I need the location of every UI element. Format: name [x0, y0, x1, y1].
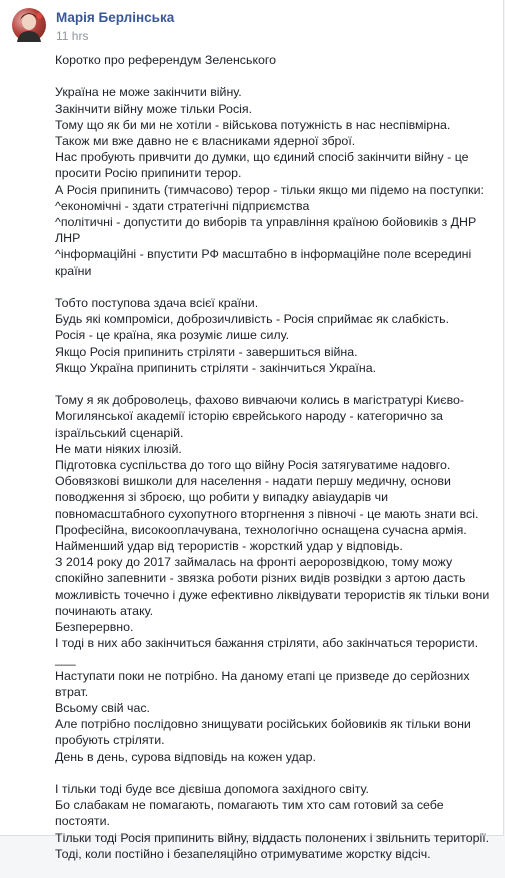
post-text-line: ^політичні - допустити до виборів та управління країною бойовиків з ДНР ЛНР — [55, 215, 477, 246]
post-paragraph — [55, 84, 495, 278]
post-text-line: Обовязкові вишколи для населення - надати першу медичну, основи поводження зі зброєю, що робити у випадку авіаударів чи повномасштабного сухопутного вторгнення з півночі - це мають знати всі. — [55, 474, 479, 521]
post-text — [55, 52, 495, 878]
post-text-line: Але потрібно послідовно знищувати російських бойовиків як тільки вони пробують стріляти. — [55, 717, 471, 748]
post-text-line: Бо слабакам не помагають, помагають тим хто сам готовий за себе постояти. — [55, 798, 444, 829]
avatar[interactable] — [12, 8, 46, 42]
post-text-line: Найменший удар від терористів - жорсткий удар у відповідь. — [55, 539, 403, 554]
post-text-line: Закінчити війну може тільки Росія. — [55, 101, 253, 116]
post-text-line: Професійна, високооплачувана, технологічно оснащена сучасна армія. — [55, 522, 467, 537]
post-text-line: Росія - це країна, яка розуміє лише силу. — [55, 328, 290, 343]
post-text-line: Якщо Росія припинить стріляти - завершиться війна. — [55, 344, 358, 359]
post-text-line: ___ — [55, 652, 76, 667]
post-text-line: Безперервно. — [55, 620, 134, 635]
post-text-line: Коротко про референдум Зеленського — [55, 53, 277, 67]
post-text-line: І тоді в них або закінчиться бажання стріляти, або закінчаться терористи. — [55, 636, 479, 651]
post-text-line: ^економічні - здати стратегічні підприємства — [55, 198, 310, 213]
post-text-line: ^інформаційні - впустити РФ масштабно в інформаційне поле всередині країни — [55, 247, 472, 278]
post-text-line: Також ми вже давно не є власниками ядерної зброї. — [55, 134, 356, 148]
post-text-line: Наступати поки не потрібно. На даному етапі це призведе до серйозних втрат. — [55, 668, 470, 699]
post-text-line: Тому я як доброволець, фахово вивчаючи колись в магістратурі Києво-Могилянської академії історію єврейського народу - категорично за ізраїльський сценарій. — [55, 393, 465, 440]
post-paragraph — [55, 52, 495, 68]
post-timestamp[interactable]: 11 hrs — [56, 29, 89, 43]
post-text-line: Підготовка суспільства до того що війну Росія затягуватиме надовго. — [55, 458, 451, 473]
post-paragraph — [55, 295, 495, 376]
post-text-line: І тільки тоді буде все дієвіша допомога західного світу. — [55, 782, 369, 797]
post-text-line: Тільки тоді Росія припинить війну, віддасть полонених і звільнить території. — [55, 830, 490, 845]
post-text-line: Тому що як би ми не хотіли - військова потужність в нас неспівмірна. — [55, 117, 451, 132]
post-text-line: Будь які компроміси, доброзичливість - Росія сприймає як слабкість. — [55, 312, 450, 327]
post-text-line: Всьому свій час. — [55, 701, 150, 716]
post-text-line: День в день, сурова відповідь на кожен удар. — [55, 749, 316, 764]
post-paragraph — [55, 781, 495, 862]
post-text-line: Не мати ніяких ілюзій. — [55, 441, 182, 456]
post-text-line: Тоді, коли постійно і безапеляційно отримуватиме жорстку відсіч. — [55, 846, 431, 861]
post-text-line: Україна не може закінчити війну. — [55, 85, 242, 100]
post-text-line: З 2014 року до 2017 займалась на фронті аеророзвідкою, тому можу спокійно запевнити - звязка роботи різних видів розвідки з артою дасть можливість точечно і дуже ефективно ліквідувати терористів як тільки вони починають атаку. — [55, 555, 490, 618]
post-text-line: Тобто поступова здача всієї країни. — [55, 296, 259, 311]
post-text-line: Нас пробують привчити до думки, що єдиний спосіб закінчити війну - це просити Росію припинити терор. — [55, 150, 469, 181]
post-text-line: Якщо Україна припинить стріляти - закінчиться Україна. — [55, 360, 377, 375]
post-paragraph — [55, 392, 495, 765]
author-name[interactable]: Марія Берлінська — [56, 10, 175, 25]
post-text-line: А Росія припинить (тимчасово) терор - тільки якщо ми підемо на поступки: — [55, 182, 484, 197]
profile-photo-icon — [12, 8, 46, 42]
